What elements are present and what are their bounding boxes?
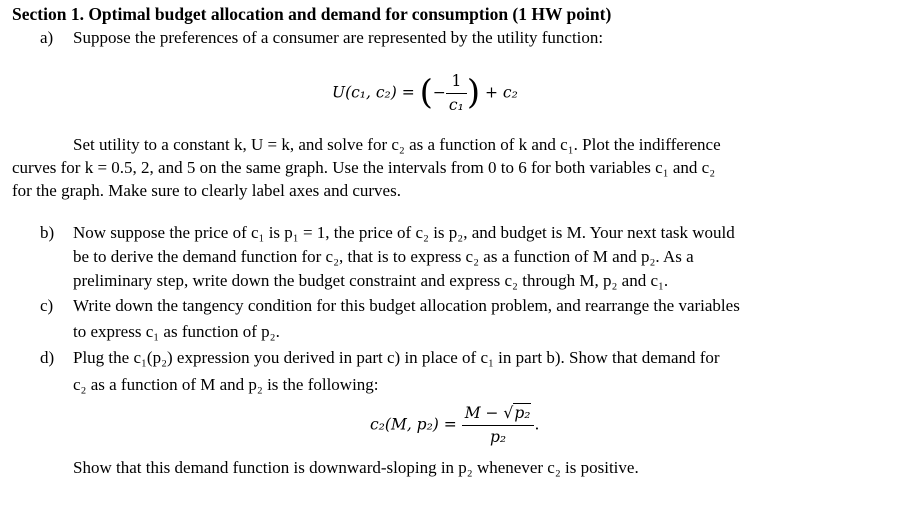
utility-numerator: 1 — [451, 72, 462, 90]
utility-denominator: c₁ — [446, 93, 467, 117]
demand-fraction — [462, 402, 535, 449]
demand-denominator: p₂ — [462, 425, 535, 449]
part-a-line3: for the graph. Make sure to clearly label axes and curves. — [12, 181, 401, 200]
part-b-line3: preliminary step, write down the budget constraint and express c₂ through M, p₂ and c₁. — [73, 271, 669, 290]
part-b-label: b) — [40, 223, 55, 242]
part-a-label: a) — [40, 28, 54, 47]
demand-lhs: c₂(M, p₂) = — [370, 415, 462, 434]
demand-period: . — [534, 415, 540, 434]
utility-equation — [332, 70, 518, 117]
paren-close: ) — [466, 72, 481, 113]
part-d-label: d) — [40, 348, 55, 367]
part-d-line1: Plug the c₁(p₂) expression you derived in part c) in place of c₁ in part b). Show that demand for — [73, 348, 720, 367]
section-title: Section 1. Optimal budget allocation and demand for consumption (1 HW point) — [12, 4, 612, 24]
demand-numerator — [462, 402, 535, 425]
utility-minus: − — [432, 83, 446, 102]
sqrt-symbol: √ — [503, 404, 514, 422]
part-c-label: c) — [40, 296, 54, 315]
sqrt-argument: p₂ — [514, 404, 531, 422]
part-a-intro: Suppose the preferences of a consumer are represented by the utility function: — [73, 28, 604, 47]
demand-numerator-m: M − — [464, 404, 504, 422]
part-a-line2: curves for k = 0.5, 2, and 5 on the same graph. Use the intervals from 0 to 6 for both variables c₁ and c₂ — [12, 158, 716, 177]
part-c-line1: Write down the tangency condition for this budget allocation problem, and rearrange the variables — [73, 296, 740, 315]
part-d-line3: Show that this demand function is downward-sloping in p₂ whenever c₂ is positive. — [73, 458, 639, 477]
part-b-line2: be to derive the demand function for c₂, that is to express c₂ as a function of M and p₂. As a — [73, 247, 694, 266]
part-b-line1: Now suppose the price of c₁ is p₁ = 1, the price of c₂ is p₂, and budget is M. Your next task would — [73, 223, 735, 242]
utility-rhs: + c₂ — [480, 83, 518, 102]
demand-equation — [370, 402, 539, 449]
utility-lhs: U(c₁, c₂) = — [332, 83, 420, 102]
paren-open: ( — [419, 72, 433, 113]
part-c-line2: to express c₁ as function of p₂. — [73, 322, 280, 341]
part-d-line2: c₂ as a function of M and p₂ is the following: — [73, 375, 379, 394]
utility-fraction — [446, 70, 467, 117]
part-a-line1: Set utility to a constant k, U = k, and solve for c₂ as a function of k and c₁. Plot the indifference — [73, 135, 721, 154]
